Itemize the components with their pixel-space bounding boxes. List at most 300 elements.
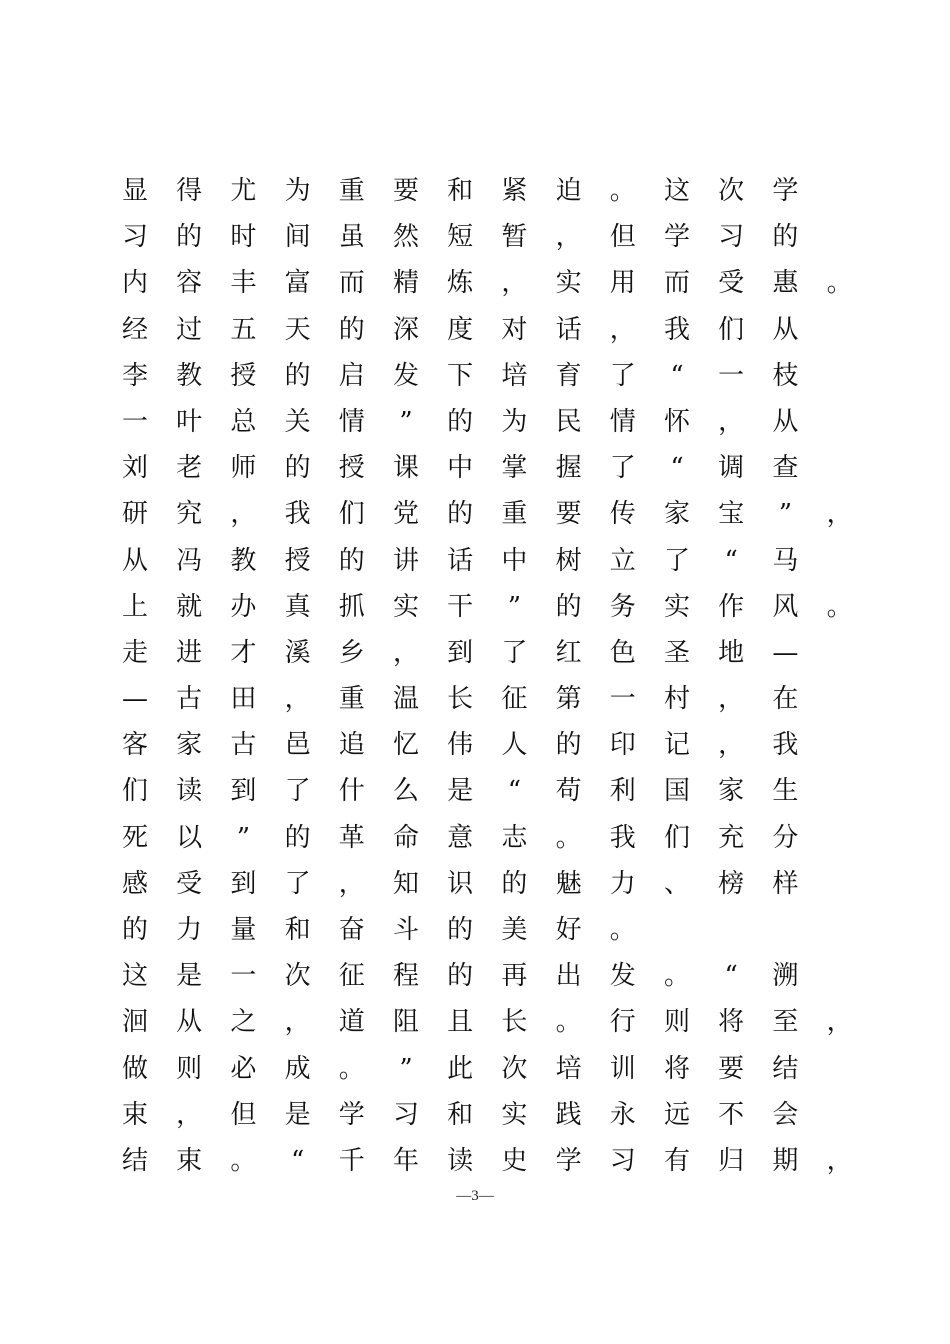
text-char: ，	[555, 222, 582, 253]
text-char: 走	[121, 637, 148, 668]
text-char: 的	[447, 499, 474, 530]
text-line	[120, 214, 860, 260]
text-line	[120, 491, 860, 537]
text-char: 结	[121, 1145, 148, 1176]
text-char: 奋	[338, 915, 365, 945]
text-char: 阻	[392, 1007, 419, 1038]
text-char: 在	[772, 684, 799, 715]
text-char: 调	[718, 453, 745, 484]
text-char: 度	[447, 314, 474, 345]
text-char: 总	[230, 406, 257, 437]
text-char: 色	[609, 637, 636, 668]
text-char: 掌	[501, 453, 528, 484]
text-line	[120, 999, 860, 1045]
text-char: 叶	[176, 406, 203, 437]
text-char: 的	[338, 545, 365, 576]
text-char: 们	[338, 499, 365, 530]
text-char: 客	[121, 730, 148, 761]
text-char: 命	[392, 822, 419, 853]
text-char: 美	[501, 915, 528, 945]
text-line	[120, 768, 860, 814]
text-char: 和	[447, 1099, 474, 1130]
text-char: 惠	[772, 268, 799, 299]
text-char: 冯	[176, 545, 203, 576]
text-char: 国	[663, 776, 690, 807]
text-char: 。	[555, 1007, 582, 1038]
text-char: 永	[609, 1099, 636, 1130]
text-char: 必	[230, 1053, 257, 1084]
text-line	[120, 676, 860, 722]
text-char: 力	[176, 915, 203, 945]
text-char: 实	[555, 268, 582, 299]
text-char: 暂	[501, 222, 528, 253]
text-char: 地	[718, 637, 745, 668]
text-char: 志	[501, 822, 528, 853]
text-char: 和	[447, 176, 474, 206]
text-char: 的	[447, 406, 474, 437]
text-char: “	[670, 360, 684, 391]
text-char: 传	[609, 499, 636, 530]
text-char: 了	[284, 776, 311, 807]
text-line	[120, 861, 860, 907]
text-char: 经	[121, 314, 148, 345]
text-char: 是	[284, 1099, 311, 1130]
text-char: 一	[230, 961, 257, 992]
text-char: 老	[176, 453, 203, 484]
text-char: 五	[230, 314, 257, 345]
text-char: 的	[176, 222, 203, 253]
text-char: 迫	[555, 176, 582, 206]
text-char: 们	[121, 776, 148, 807]
text-char: 查	[772, 453, 799, 484]
text-char: 印	[609, 730, 636, 761]
text-char: 重	[501, 499, 528, 530]
text-char: 握	[555, 453, 582, 484]
text-char: 忆	[392, 730, 419, 761]
text-line	[120, 538, 860, 584]
text-char: 一	[609, 684, 636, 715]
text-char: 的	[772, 222, 799, 253]
text-char: 干	[447, 591, 474, 622]
text-char: 将	[663, 1053, 690, 1084]
text-char: 我	[663, 314, 690, 345]
text-char: 了	[501, 637, 528, 668]
text-char: 束	[121, 1099, 148, 1130]
text-char: 道	[338, 1007, 365, 1038]
text-char: 的	[501, 868, 528, 899]
text-char: 结	[772, 1053, 799, 1084]
text-char: 下	[447, 360, 474, 391]
text-char: 的	[284, 453, 311, 484]
text-char: 和	[284, 915, 311, 945]
text-char: 中	[501, 545, 528, 576]
text-char: 训	[609, 1053, 636, 1084]
text-char: 授	[284, 545, 311, 576]
text-char: 深	[392, 314, 419, 345]
text-char: 溪	[284, 637, 311, 668]
text-char: 立	[609, 545, 636, 576]
text-char: 学	[338, 1099, 365, 1130]
text-line	[120, 907, 860, 953]
text-char: 学	[772, 176, 799, 206]
text-char: 成	[284, 1053, 311, 1084]
text-char: 马	[772, 545, 799, 576]
text-char: 从	[772, 406, 799, 437]
text-line	[120, 630, 860, 676]
text-char: 办	[230, 591, 257, 622]
text-char: ”	[399, 406, 413, 437]
text-char: 授	[230, 360, 257, 391]
text-char: 民	[555, 406, 582, 437]
text-char: 党	[392, 499, 419, 530]
text-char: 才	[230, 637, 257, 668]
text-char: 死	[121, 822, 148, 853]
text-char: 邑	[284, 730, 311, 761]
text-char: 田	[230, 684, 257, 715]
text-char: 学	[555, 1145, 582, 1176]
text-char: 次	[718, 176, 745, 206]
text-char: 第	[555, 684, 582, 715]
text-char: 习	[718, 222, 745, 253]
text-char: 的	[121, 915, 148, 945]
text-char: 枝	[772, 360, 799, 391]
text-char: 话	[447, 545, 474, 576]
text-char: 一	[121, 406, 148, 437]
text-char: 授	[338, 453, 365, 484]
text-char: 魅	[555, 868, 582, 899]
text-char: 为	[501, 406, 528, 437]
text-char: 炼	[447, 268, 474, 299]
text-char: 到	[230, 776, 257, 807]
text-char: 则	[176, 1053, 203, 1084]
text-char: 一	[718, 360, 745, 391]
text-char: 归	[718, 1145, 745, 1176]
text-char: 受	[176, 868, 203, 899]
text-char: 好	[555, 915, 582, 945]
text-char: 受	[718, 268, 745, 299]
text-char: 分	[772, 822, 799, 853]
text-char: 精	[392, 268, 419, 299]
text-line	[120, 584, 860, 630]
text-char: 古	[176, 684, 203, 715]
text-char: 但	[609, 222, 636, 253]
text-char: 到	[230, 868, 257, 899]
text-char: ，	[176, 1099, 203, 1130]
text-char: 远	[663, 1099, 690, 1130]
text-char: 程	[392, 961, 419, 992]
text-char: 过	[176, 314, 203, 345]
text-char: 追	[338, 730, 365, 761]
text-char: 是	[447, 776, 474, 807]
text-line	[120, 722, 860, 768]
text-char: 实	[392, 591, 419, 622]
text-char: 李	[121, 360, 148, 391]
text-char: 这	[663, 176, 690, 206]
text-char: 风	[772, 591, 799, 622]
text-char: 苟	[555, 776, 582, 807]
text-char: 宝	[718, 499, 745, 530]
text-char: ，	[826, 1145, 853, 1176]
text-char: 启	[338, 360, 365, 391]
text-char: 丰	[230, 268, 257, 299]
text-line	[120, 1138, 860, 1184]
text-char: 古	[230, 730, 257, 761]
text-char: “	[724, 961, 738, 992]
text-char: 。	[338, 1053, 365, 1084]
text-char: 而	[663, 268, 690, 299]
text-char: 培	[555, 1053, 582, 1084]
text-char: 了	[284, 868, 311, 899]
text-char: 样	[772, 868, 799, 899]
text-char: 史	[501, 1145, 528, 1176]
text-char: 将	[718, 1007, 745, 1038]
text-char: 关	[284, 406, 311, 437]
text-char: 我	[772, 730, 799, 761]
text-char: 情	[338, 406, 365, 437]
text-char: 讲	[392, 545, 419, 576]
text-char: 实	[663, 591, 690, 622]
text-char: 的	[284, 822, 311, 853]
text-char: ，	[501, 268, 528, 299]
text-line	[120, 1046, 860, 1092]
text-char: 期	[772, 1145, 799, 1176]
text-char: 不	[718, 1099, 745, 1130]
text-char: 树	[555, 545, 582, 576]
text-line	[120, 168, 860, 214]
text-char: ，	[718, 684, 745, 715]
text-char: 次	[501, 1053, 528, 1084]
text-char: 长	[447, 684, 474, 715]
text-char: 之	[230, 1007, 257, 1038]
text-char: ，	[284, 1007, 311, 1038]
text-char: “	[670, 453, 684, 484]
text-char: 究	[176, 499, 203, 530]
text-char: 怀	[663, 406, 690, 437]
text-char: ，	[718, 730, 745, 761]
text-char: 征	[338, 961, 365, 992]
text-char: 践	[555, 1099, 582, 1130]
text-char: —	[772, 637, 799, 668]
text-char: 长	[501, 1007, 528, 1038]
text-line	[120, 353, 860, 399]
text-char: 重	[338, 684, 365, 715]
text-line	[120, 445, 860, 491]
text-char: ，	[392, 637, 419, 668]
text-char: 征	[501, 684, 528, 715]
text-char: 读	[176, 776, 203, 807]
text-char: 学	[663, 222, 690, 253]
text-char: “	[507, 776, 522, 807]
text-char: 了	[609, 453, 636, 484]
text-char: 富	[284, 268, 311, 299]
text-line	[120, 307, 860, 353]
text-char: 家	[663, 499, 690, 530]
text-char: 习	[609, 1145, 636, 1176]
text-char: —	[122, 684, 148, 715]
text-char: 、	[663, 868, 690, 899]
text-char: ”	[399, 1053, 413, 1084]
text-char: 人	[501, 730, 528, 761]
text-char: 乡	[338, 637, 365, 668]
text-char: 重	[338, 176, 365, 206]
text-char: 进	[176, 637, 203, 668]
text-char: 。	[609, 915, 636, 945]
text-char: 师	[230, 453, 257, 484]
text-char: 意	[447, 822, 474, 853]
text-char: 但	[230, 1099, 257, 1130]
text-char: 么	[392, 776, 419, 807]
text-char: 年	[392, 1145, 419, 1176]
text-char: 务	[609, 591, 636, 622]
text-char: 洄	[121, 1007, 148, 1038]
text-char: 教	[176, 360, 203, 391]
text-char: 们	[663, 822, 690, 853]
text-char: 量	[230, 915, 257, 945]
text-char: ，	[826, 1007, 853, 1038]
text-char: 。	[663, 961, 690, 992]
text-char: 溯	[772, 961, 799, 992]
text-char: 力	[609, 868, 636, 899]
text-char: 行	[609, 1007, 636, 1038]
text-char: 再	[501, 961, 528, 992]
text-char: 从	[772, 314, 799, 345]
text-char: 到	[447, 637, 474, 668]
text-char: 们	[718, 314, 745, 345]
text-char: 习	[392, 1099, 419, 1130]
text-char: 作	[718, 591, 745, 622]
text-char: ，	[609, 314, 636, 345]
text-line	[120, 399, 860, 445]
text-char: 充	[718, 822, 745, 853]
text-char: 用	[609, 268, 636, 299]
text-char: 然	[392, 222, 419, 253]
text-char: 革	[338, 822, 365, 853]
text-char: 。	[826, 268, 853, 299]
text-char: 研	[121, 499, 148, 530]
text-char: 千	[338, 1145, 365, 1176]
text-char: 什	[338, 776, 365, 807]
text-char: 次	[284, 961, 311, 992]
text-char: 斗	[392, 915, 419, 945]
text-char: 为	[284, 176, 311, 206]
text-char: 要	[392, 176, 419, 206]
text-char: 家	[718, 776, 745, 807]
text-char: 伟	[447, 730, 474, 761]
text-char: 以	[176, 822, 203, 853]
text-line	[120, 953, 860, 999]
text-char: 虽	[338, 222, 365, 253]
text-char: 利	[609, 776, 636, 807]
text-char: 天	[284, 314, 311, 345]
text-char: “	[290, 1145, 305, 1176]
body-text	[120, 168, 860, 1184]
text-char: 出	[555, 961, 582, 992]
text-char: 就	[176, 591, 203, 622]
text-char: 读	[447, 1145, 474, 1176]
page-number: —3—	[456, 1188, 494, 1204]
text-char: 的	[284, 360, 311, 391]
text-char: 中	[447, 453, 474, 484]
text-char: 尤	[230, 176, 257, 206]
text-char: 课	[392, 453, 419, 484]
text-char: 习	[121, 222, 148, 253]
text-char: 的	[555, 730, 582, 761]
text-char: 识	[447, 868, 474, 899]
text-char: 我	[284, 499, 311, 530]
text-char: 。	[609, 176, 636, 206]
text-char: 从	[121, 545, 148, 576]
text-char: 短	[447, 222, 474, 253]
text-char: 要	[555, 499, 582, 530]
text-char: 的	[447, 915, 474, 945]
text-char: 抓	[338, 591, 365, 622]
text-char: 圣	[663, 637, 690, 668]
text-char: 情	[609, 406, 636, 437]
text-char: 对	[501, 314, 528, 345]
text-char: 间	[284, 222, 311, 253]
text-char: 的	[338, 314, 365, 345]
text-char: 生	[772, 776, 799, 807]
text-char: ”	[778, 499, 793, 530]
text-char: 发	[609, 961, 636, 992]
text-char: 上	[121, 591, 148, 622]
text-char: ，	[826, 499, 853, 530]
text-char: 感	[121, 868, 148, 899]
text-char: 且	[447, 1007, 474, 1038]
text-char: 至	[772, 1007, 799, 1038]
text-char: 会	[772, 1099, 799, 1130]
text-char: 从	[176, 1007, 203, 1038]
text-char: ，	[284, 684, 311, 715]
text-char: 时	[230, 222, 257, 253]
text-char: ”	[236, 822, 251, 853]
text-char: 我	[609, 822, 636, 853]
text-char: “	[724, 545, 738, 576]
text-char: 培	[501, 360, 528, 391]
text-char: 了	[609, 360, 636, 391]
text-char: 实	[501, 1099, 528, 1130]
text-char: 内	[121, 268, 148, 299]
text-char: 育	[555, 360, 582, 391]
text-char: 的	[555, 591, 582, 622]
text-char: 做	[121, 1053, 148, 1084]
text-line	[120, 1092, 860, 1138]
text-line	[120, 815, 860, 861]
text-char: ，	[338, 868, 365, 899]
text-char: 家	[176, 730, 203, 761]
text-char: 榜	[718, 868, 745, 899]
text-char: 是	[176, 961, 203, 992]
text-char: 刘	[121, 453, 148, 484]
text-char: 话	[555, 314, 582, 345]
text-char: 。	[826, 591, 853, 622]
text-char: 有	[663, 1145, 690, 1176]
text-line	[120, 260, 860, 306]
text-char: 得	[176, 176, 203, 206]
text-char: 此	[447, 1053, 474, 1084]
text-char: 紧	[501, 176, 528, 206]
text-char: ，	[230, 499, 257, 530]
text-char: 要	[718, 1053, 745, 1084]
text-char: 真	[284, 591, 311, 622]
text-char: 容	[176, 268, 203, 299]
text-char: 。	[230, 1145, 257, 1176]
text-char: 束	[176, 1145, 203, 1176]
text-char: 则	[663, 1007, 690, 1038]
text-char: 教	[230, 545, 257, 576]
text-char: 而	[338, 268, 365, 299]
text-char: 发	[392, 360, 419, 391]
